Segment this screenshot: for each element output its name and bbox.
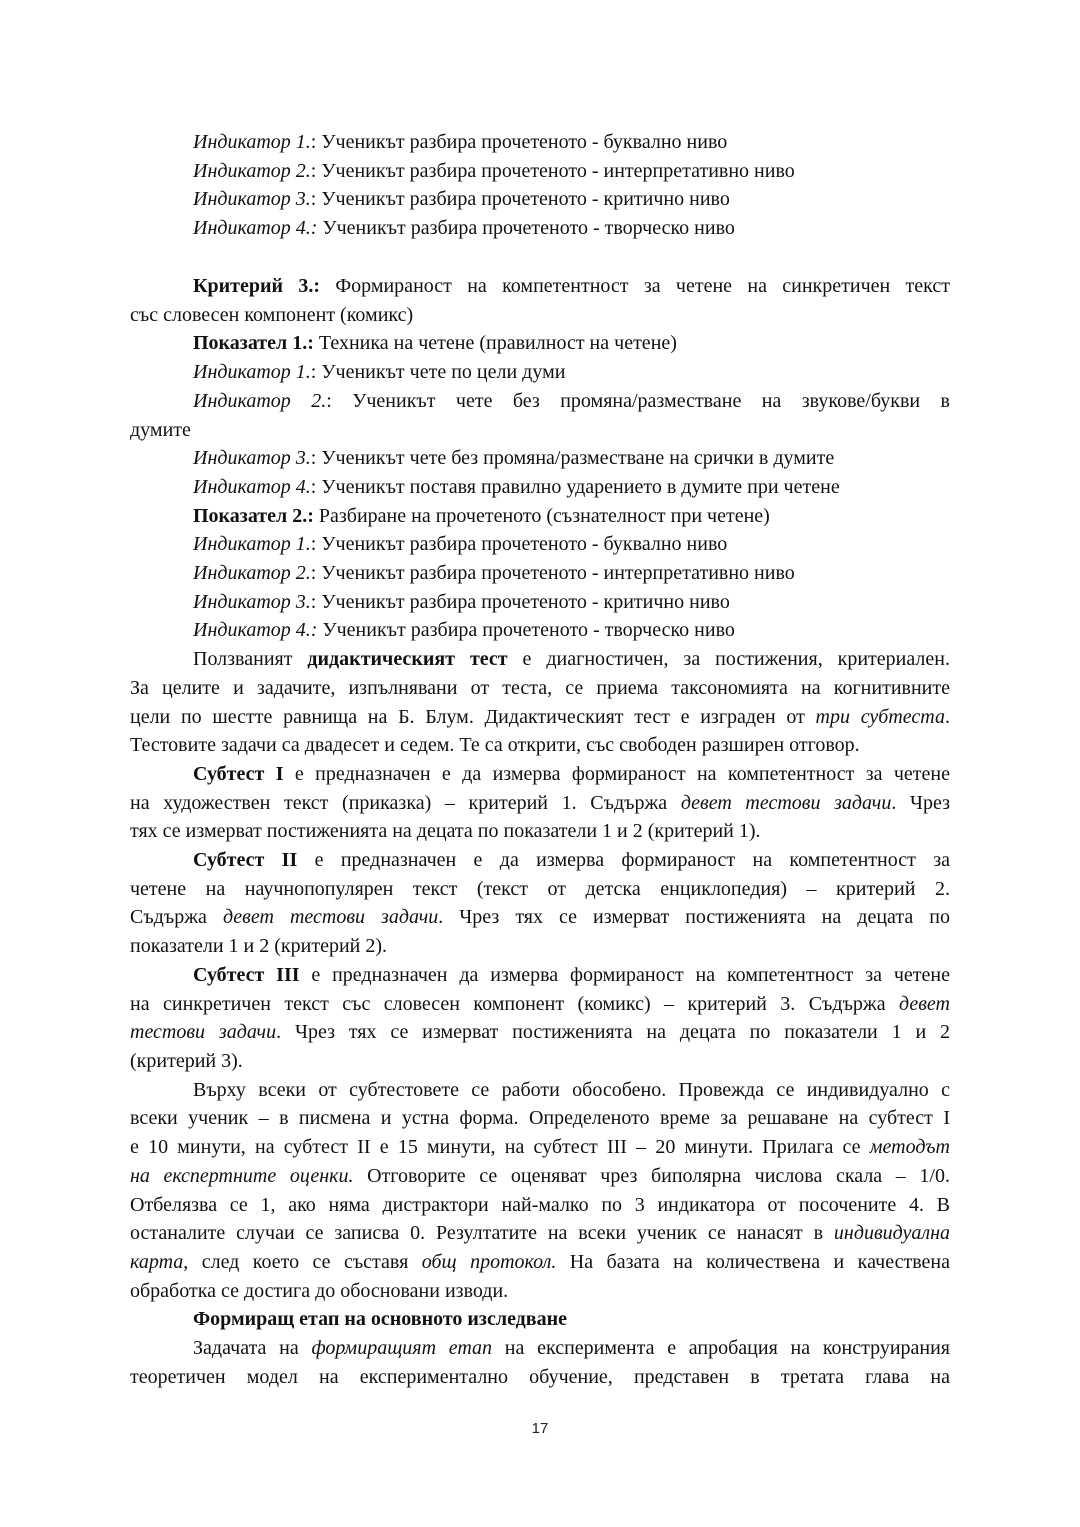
top-indicator-list [130,128,950,243]
indicator-line: Индикатор 3.: Ученикът разбира прочетеното - критично ниво [193,188,730,211]
criterion-3-line: Критерий 3.: Формираност на компетентност за четене на синкретичен текст [193,275,950,297]
paragraph-line: останалите случаи се записва 0. Резултатите на всеки ученик се нанасят в индивидуална [130,1222,950,1245]
paragraph-line: За целите и задачите, изпълнявани от теста, се приема таксономията на когнитивните [130,676,950,699]
indicator-line: Индикатор 3.: Ученикът чете без промяна/разместване на срички в думите [193,447,835,470]
indicator-line: Индикатор 3.: Ученикът разбира прочетеното - критично ниво [193,590,730,613]
criterion-3-continuation: със словесен компонент (комикс) [130,303,414,326]
paragraph-line: Субтест III е предназначен да измерва формираност на компетентност за четене [193,963,950,986]
paragraph-line: на художествен текст (приказка) – критерий 1. Съдържа девет тестови задачи. Чрез [130,791,950,814]
paragraph-line: Върху всеки от субтестовете се работи обособено. Провежда се индивидуално с [193,1078,950,1101]
indicator-line: Индикатор 4.: Ученикът поставя правилно ударението в думите при четене [193,475,840,498]
indicator-line: Индикатор 4.: Ученикът разбира прочетеното - творческо ниво [193,619,735,642]
paragraph-line: Отбелязва се 1, ако няма дистрактори най-малко по 3 индикатора от посочените 4. В [130,1193,950,1216]
indicator-line: Индикатор 1.: Ученикът разбира прочетеното - буквално ниво [193,533,728,556]
indicator-line: Индикатор 2.: Ученикът чете без промяна/разместване на звукове/букви в [193,389,950,412]
paragraph-line: теоретичен модел на експериментално обучение, представен в третата глава на [130,1365,950,1388]
paragraph-line: Съдържа девет тестови задачи. Чрез тях се измерват постиженията на децата по [130,906,950,929]
page-number: 17 [531,1420,549,1437]
paragraph-line: тях се измерват постиженията на децата по показатели 1 и 2 (критерий 1). [130,820,761,843]
indicator-line: Индикатор 1.: Ученикът разбира прочетеното - буквално ниво [193,131,728,153]
paragraph-line: карта, след което се съставя общ протокол. На базата на количествена и качествена [130,1250,951,1273]
pokazatel-2-heading: Показател 2.: Разбиране на прочетеното (съзнателност при четене) [193,504,770,527]
paragraph-line: Субтест I е предназначен е да измерва формираност на компетентност за четене [193,762,950,785]
paragraph-line: Тестовите задачи са двадесет и седем. Те са открити, със свободен разширен отговор. [130,734,860,757]
paragraph-line: на експертните оценки. Отговорите се оценяват чрез биполярна числова скала – 1/0. [130,1164,950,1187]
indicator-line: Индикатор 4.: Ученикът разбира прочетеното - творческо ниво [193,217,735,240]
paragraph-line: показатели 1 и 2 (критерий 2). [130,935,388,958]
indicator-line: Индикатор 2.: Ученикът разбира прочетеното - интерпретативно ниво [193,159,795,182]
paragraph-line: тестови задачи. Чрез тях се измерват постиженията на децата по показатели 1 и 2 [130,1021,950,1044]
paragraph-line: всеки ученик – в писмена и устна форма. Определеното време за решаване на субтест I [130,1107,950,1130]
paragraph-line: Задачата на формиращият етап на експеримента е апробация на конструирания [193,1337,951,1360]
indicator-continuation: думите [130,418,191,441]
body-text [130,272,950,1391]
indicator-line: Индикатор 2.: Ученикът разбира прочетеното - интерпретативно ниво [193,562,795,585]
pokazatel-1-heading: Показател 1.: Техника на четене (правилност на четене) [193,332,677,355]
paragraph-line: Субтест II е предназначен е да измерва формираност на компетентност за [193,849,950,872]
paragraph-line: четене на научнопопулярен текст (текст от детска енциклопедия) – критерий 2. [130,877,950,900]
paragraph-line: (критерий 3). [130,1049,243,1072]
section-heading: Формиращ етап на основното изследване [193,1308,567,1331]
paragraph-line: е 10 минути, на субтест II е 15 минути, на субтест III – 20 минути. Прилага се методът [130,1136,950,1159]
indicator-line: Индикатор 1.: Ученикът чете по цели думи [193,361,566,384]
paragraph-line: на синкретичен текст със словесен компонент (комикс) – критерий 3. Съдържа девет [130,992,950,1015]
paragraph-line: Ползваният дидактическият тест е диагностичен, за постижения, критериален. [193,648,950,671]
paragraph-line: цели по шестте равнища на Б. Блум. Дидактическият тест е изграден от три субтеста. [130,705,950,728]
paragraph-line: обработка се достига до обосновани изводи. [130,1279,509,1302]
